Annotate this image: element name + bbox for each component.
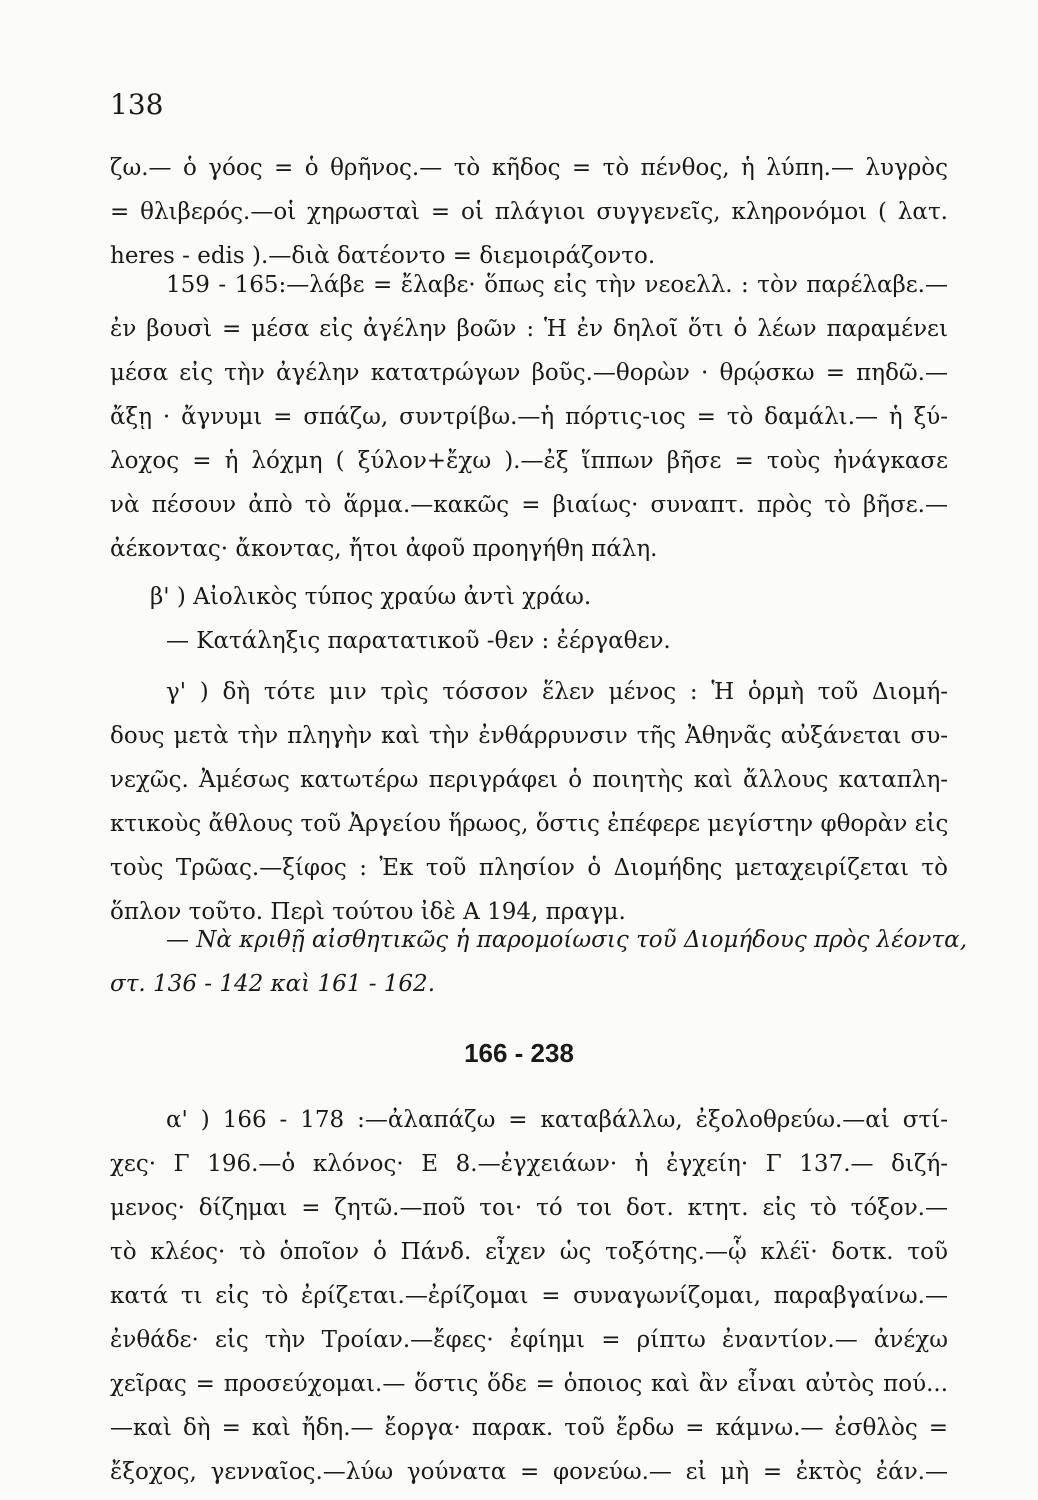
- paragraph-gloss-continued: [110, 146, 948, 278]
- text-line: ἔξοχος, γενναῖος.—λύω γούνατα = φονεύω.— εἰ μὴ = ἐκτὸς ἐάν.—: [110, 1459, 948, 1485]
- text-line: νὰ πέσουν ἀπὸ τὸ ἅρμα.—κακῶς = βιαίως· συναπτ. πρὸς τὸ βῆσε.—: [110, 492, 948, 518]
- text-line: = θλιβερός.—οἱ χηρωσταὶ = οἱ πλάγιοι συγγενεῖς, κληρονόμοι ( λατ.: [110, 199, 948, 225]
- text-line: 159 - 165:—λάβε = ἔλαβε· ὅπως εἰς τὴν νεοελλ. : τὸν παρέλαβε.—: [166, 272, 948, 298]
- text-line: —καὶ δὴ = καὶ ἤδη.— ἔοργα· παρακ. τοῦ ἔρδω = κάμνω.— ἐσθλὸς =: [110, 1415, 948, 1441]
- text-line: ἐν βουσὶ = μέσα εἰς ἀγέλην βοῶν : Ἡ ἐν δηλοῖ ὅτι ὁ λέων παραμένει: [110, 316, 948, 342]
- text-line: β' ) Αἰολικὸς τύπος χραύω ἀντὶ χράω.: [150, 584, 592, 610]
- text-line: α' ) 166 - 178 :—ἀλαπάζω = καταβάλλω, ἐξολοθρεύω.—αἱ στί-: [166, 1107, 948, 1133]
- paragraph-alpha: [110, 1098, 948, 1494]
- text-line: ἐνθάδε· εἰς τὴν Τροίαν.—ἔφες· ἐφίημι = ρίπτω ἐναντίον.— ἀνέχω: [110, 1327, 948, 1353]
- text-line: heres - edis ).—διὰ δατέοντο = διεμοιράζοντο.: [110, 243, 656, 269]
- text-line: τὸ κλέος· τὸ ὁποῖον ὁ Πάνδ. εἶχεν ὡς τοξότης.—ᾧ κλέϊ· δοτκ. τοῦ: [110, 1239, 948, 1265]
- text-line: λοχος = ἡ λόχμη ( ξύλον+ἔχω ).—ἐξ ἵππων βῆσε = τοὺς ἠνάγκασε: [110, 448, 948, 474]
- text-line: νεχῶς. Ἀμέσως κατωτέρω περιγράφει ὁ ποιητὴς καὶ ἄλλους καταπλη-: [110, 767, 948, 793]
- text-line: χες· Γ 196.—ὁ κλόνος· Ε 8.—ἐγχειάων· ἡ ἐγχείη· Γ 137.— διζή-: [110, 1151, 948, 1177]
- text-line: κατά τι εἰς τὸ ἐρίζεται.—ἐρίζομαι = συναγωνίζομαι, παραβγαίνω.—: [110, 1283, 948, 1309]
- text-line: ἀέκοντας· ἄκοντας, ἤτοι ἀφοῦ προηγήθη πάλη.: [110, 536, 658, 562]
- section-heading: 166 - 238: [464, 1038, 574, 1068]
- page-number: 138: [110, 88, 164, 121]
- text-line: κτικοὺς ἄθλους τοῦ Ἀργείου ἥρωος, ὅστις ἐπέφερε μεγίστην φθορὰν εἰς: [110, 811, 949, 837]
- text-line: μενος· δίζημαι = ζητῶ.—ποῦ τοι· τό τοι δοτ. κτητ. εἰς τὸ τόξον.—: [110, 1195, 948, 1221]
- paragraph-exercise: [110, 918, 968, 1006]
- paragraph-beta: [110, 575, 948, 663]
- text-line: — Νὰ κριθῇ αἰσθητικῶς ἡ παρομοίωσις τοῦ Διομήδους πρὸς λέοντα,: [166, 927, 968, 953]
- text-line: τοὺς Τρῶας.—ξίφος : Ἐκ τοῦ πλησίον ὁ Διομήδης μεταχειρίζεται τὸ: [110, 855, 948, 881]
- text-line: στ. 136 - 142 καὶ 161 - 162.: [110, 971, 435, 997]
- text-line: ἄξῃ · ἄγνυμι = σπάζω, συντρίβω.—ἡ πόρτις-ιος = τὸ δαμάλι.— ἡ ξύ-: [110, 404, 948, 430]
- paragraph-gamma: [110, 670, 948, 934]
- text-line: ὅπλον τοῦτο. Περὶ τούτου ἰδὲ Α 194, πραγμ.: [110, 899, 626, 925]
- paragraph-159-165: [110, 263, 948, 571]
- text-line: ζω.— ὁ γόος = ὁ θρῆνος.— τὸ κῆδος = τὸ πένθος, ἡ λύπη.— λυγρὸς: [110, 155, 948, 181]
- text-line: — Κατάληξις παρατατικοῦ -θεν : ἐέργαθεν.: [166, 628, 671, 654]
- text-line: γ' ) δὴ τότε μιν τρὶς τόσσον ἕλεν μένος : Ἡ ὁρμὴ τοῦ Διομή-: [166, 679, 948, 705]
- text-line: μέσα εἰς τὴν ἀγέλην κατατρώγων βοῦς.—θορὼν · θρῴσκω = πηδῶ.—: [110, 360, 948, 386]
- text-line: χεῖρας = προσεύχομαι.— ὅστις ὅδε = ὁποιος καὶ ἂν εἶναι αὐτὸς πού...: [110, 1371, 948, 1397]
- text-line: δους μετὰ τὴν πληγὴν καὶ τὴν ἐνθάρρυνσιν τῆς Ἀθηνᾶς αὐξάνεται συ-: [110, 723, 948, 749]
